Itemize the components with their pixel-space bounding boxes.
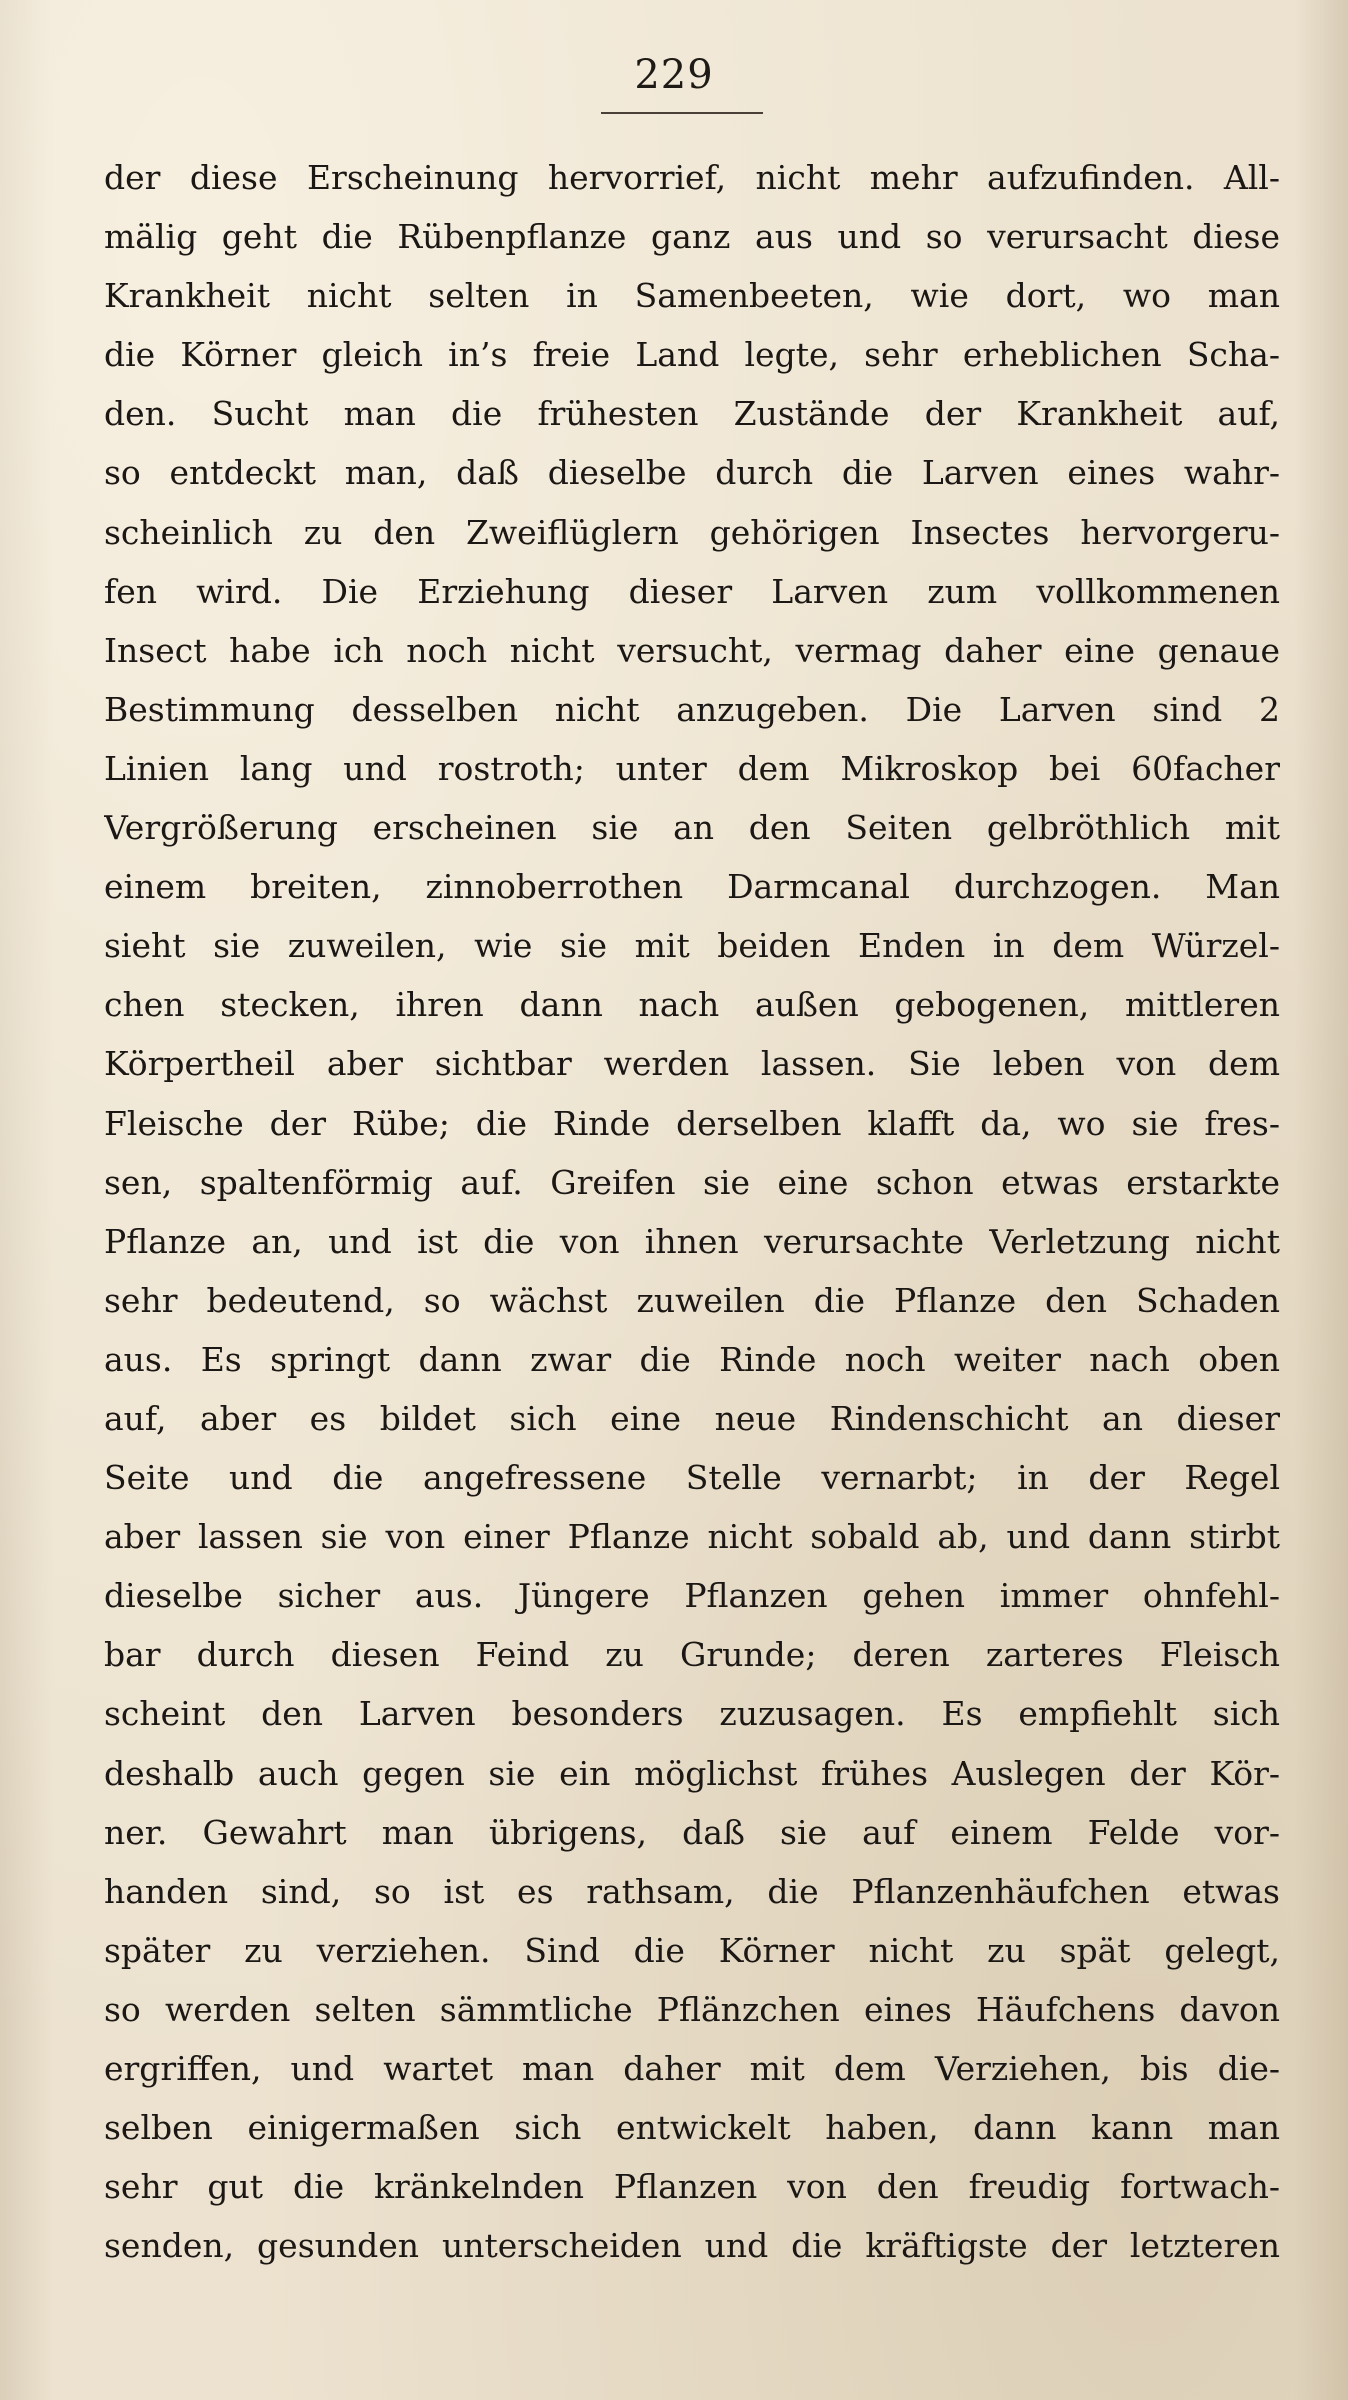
text-line: scheint den Larven besonders zuzusagen. Es empfiehlt sich	[104, 1694, 1280, 1734]
text-line: Fleische der Rübe; die Rinde derselben klafft da, wo sie fres-	[104, 1103, 1280, 1143]
text-line: Seite und die angefressene Stelle vernarbt; in der Regel	[104, 1458, 1280, 1498]
text-line: Körpertheil aber sichtbar werden lassen. Sie leben von dem	[104, 1044, 1280, 1084]
text-line: sehr gut die kränkelnden Pflanzen von den freudig fortwach-	[104, 2167, 1280, 2207]
text-line: sehr bedeutend, so wächst zuweilen die Pflanze den Schaden	[104, 1280, 1280, 1320]
text-line: Bestimmung desselben nicht anzugeben. Die Larven sind 2	[104, 689, 1280, 729]
text-line: mälig geht die Rübenpflanze ganz aus und so verursacht diese	[104, 217, 1280, 257]
text-line: ner. Gewahrt man übrigens, daß sie auf einem Felde vor-	[104, 1812, 1280, 1852]
text-line: sen, spaltenförmig auf. Greifen sie eine schon etwas erstarkte	[104, 1162, 1280, 1202]
text-line: sieht sie zuweilen, wie sie mit beiden Enden in dem Würzel-	[104, 926, 1280, 966]
text-line: selben einigermaßen sich entwickelt haben, dann kann man	[104, 2108, 1280, 2148]
text-line: dieselbe sicher aus. Jüngere Pflanzen gehen immer ohnfehl-	[104, 1576, 1280, 1616]
text-line: Pflanze an, und ist die von ihnen verursachte Verletzung nicht	[104, 1221, 1280, 1261]
text-line: aus. Es springt dann zwar die Rinde noch weiter nach oben	[104, 1339, 1280, 1379]
text-line: bar durch diesen Feind zu Grunde; deren zarteres Fleisch	[104, 1635, 1280, 1675]
text-line: chen stecken, ihren dann nach außen gebogenen, mittleren	[104, 985, 1280, 1025]
text-line: den. Sucht man die frühesten Zustände der Krankheit auf,	[104, 394, 1280, 434]
text-line: später zu verziehen. Sind die Körner nicht zu spät gelegt,	[104, 1930, 1280, 1970]
text-line: so werden selten sämmtliche Pflänzchen eines Häufchens davon	[104, 1989, 1280, 2029]
text-line: einem breiten, zinnoberrothen Darmcanal durchzogen. Man	[104, 867, 1280, 907]
text-line: so entdeckt man, daß dieselbe durch die Larven eines wahr-	[104, 453, 1280, 493]
text-line: Vergrößerung erscheinen sie an den Seiten gelbröthlich mit	[104, 808, 1280, 848]
text-line: scheinlich zu den Zweiflüglern gehörigen Insectes hervorgeru-	[104, 512, 1280, 552]
text-line: Krankheit nicht selten in Samenbeeten, wie dort, wo man	[104, 276, 1280, 316]
header-rule	[601, 112, 763, 114]
text-line: auf, aber es bildet sich eine neue Rindenschicht an dieser	[104, 1398, 1280, 1438]
text-line: aber lassen sie von einer Pflanze nicht sobald ab, und dann stirbt	[104, 1517, 1280, 1557]
page-number: 229	[634, 52, 714, 98]
text-line: fen wird. Die Erziehung dieser Larven zum vollkommenen	[104, 571, 1280, 611]
text-line: handen sind, so ist es rathsam, die Pflanzenhäufchen etwas	[104, 1871, 1280, 1911]
text-line: die Körner gleich in’s freie Land legte, sehr erheblichen Scha-	[104, 335, 1280, 375]
body-text	[104, 148, 1280, 2275]
text-line: Linien lang und rostroth; unter dem Mikroskop bei 60facher	[104, 748, 1280, 788]
text-line: senden, gesunden unterscheiden und die kräftigste der letzteren	[104, 2226, 1280, 2266]
text-line: deshalb auch gegen sie ein möglichst frühes Auslegen der Kör-	[104, 1753, 1280, 1793]
text-line: Insect habe ich noch nicht versucht, vermag daher eine genaue	[104, 630, 1280, 670]
text-line: ergriffen, und wartet man daher mit dem Verziehen, bis die-	[104, 2049, 1280, 2088]
text-line: der diese Erscheinung hervorrief, nicht mehr aufzufinden. All-	[104, 158, 1280, 197]
